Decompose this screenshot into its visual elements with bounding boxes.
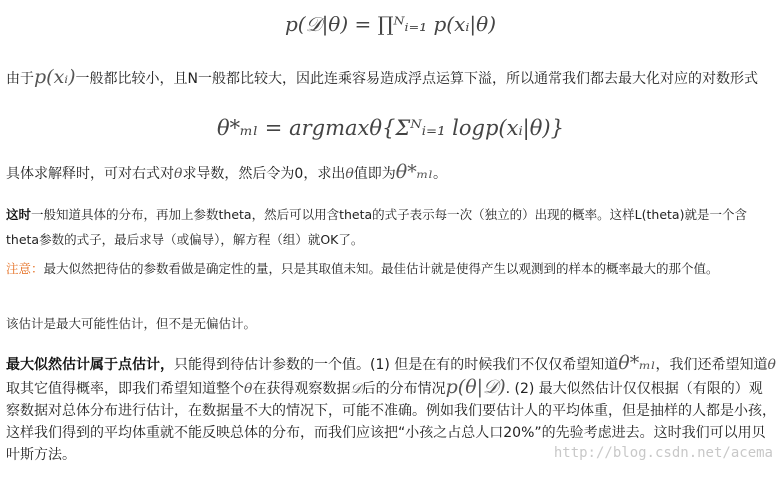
paragraph-derivative	[6, 159, 776, 188]
text: 值即为	[353, 166, 396, 182]
inline-math: θ*ₘₗ	[618, 352, 656, 374]
note-label: 注意：	[6, 261, 44, 276]
text: 取其它值得概率，即我们希望知道整个	[6, 381, 244, 397]
paragraph-log-form	[6, 64, 776, 93]
inline-math: p(θ|𝒟)	[445, 376, 506, 398]
inline-math: θ	[244, 381, 253, 397]
text: ，我们还希望知道	[655, 357, 768, 373]
inline-math: θ	[345, 166, 354, 182]
argmax-equation: θ*ₘₗ = argmaxθ{Σᴺᵢ₌₁ logp(xᵢ|θ)}	[217, 116, 564, 140]
watermark-url: http://blog.csdn.net/acema	[553, 445, 773, 461]
text: 求导数，然后令为0，求出	[182, 166, 346, 182]
text: . (2) 最大似然估计仅仅根据（有限的）观察数据对总体分布进行估计，在数据量不大的情况下，可能不准确。例如我们要估计人的平均体重，但是抽样的人都是小孩，这样我们得到的平均体重就不能反映总体的分布，而我们应该把“小孩之占总人口20%”的先验考虑进去。这时我们可以用贝叶斯方法。	[6, 381, 776, 463]
text: 最大似然把待估的参数看做是确定性的量，只是其取值未知。最佳估计就是使得产生以观测到的样本的概率最大的那个值。	[43, 261, 719, 276]
text: 具体求解释时，可对右式对	[6, 166, 174, 182]
text: 一般知道具体的分布，再加上参数theta，然后可以用含theta的式子表示每一次（独立的）出现的概率。这样L(theta)就是一个含theta参数的式子，最后求导（或偏导），解方程（组）就OK了。	[6, 207, 747, 247]
inline-math: θ	[174, 166, 183, 182]
text: 在获得观察数据	[252, 381, 351, 397]
inline-math: θ*ₘₗ	[395, 161, 433, 183]
text: 由于	[6, 71, 34, 87]
inline-math: p(xᵢ)	[34, 66, 76, 88]
likelihood-equation: p(𝒟|θ) = ∏ᴺᵢ₌₁ p(xᵢ|θ)	[285, 12, 496, 36]
text: 只能得到待估计参数的一个值。(1) 但是在有的时候我们不仅仅希望知道	[174, 357, 619, 373]
text: 一般都比较小，且N一般都比较大，因此连乘容易造成浮点运算下溢，所以通常我们都去最大化对应的对数形式	[75, 71, 759, 87]
paragraph-unbiased: 该估计是最大可能性估计，但不是无偏估计。	[6, 316, 257, 331]
paragraph-theta	[6, 202, 776, 252]
paragraph-note	[6, 256, 776, 281]
text: 后的分布情况	[361, 381, 446, 397]
bold-lead: 这时	[6, 207, 32, 222]
inline-math: θ	[767, 357, 776, 373]
inline-math: 𝒟	[350, 381, 362, 397]
bold-lead: 最大似然估计属于点估计，	[6, 357, 174, 373]
text: 。	[433, 166, 447, 182]
